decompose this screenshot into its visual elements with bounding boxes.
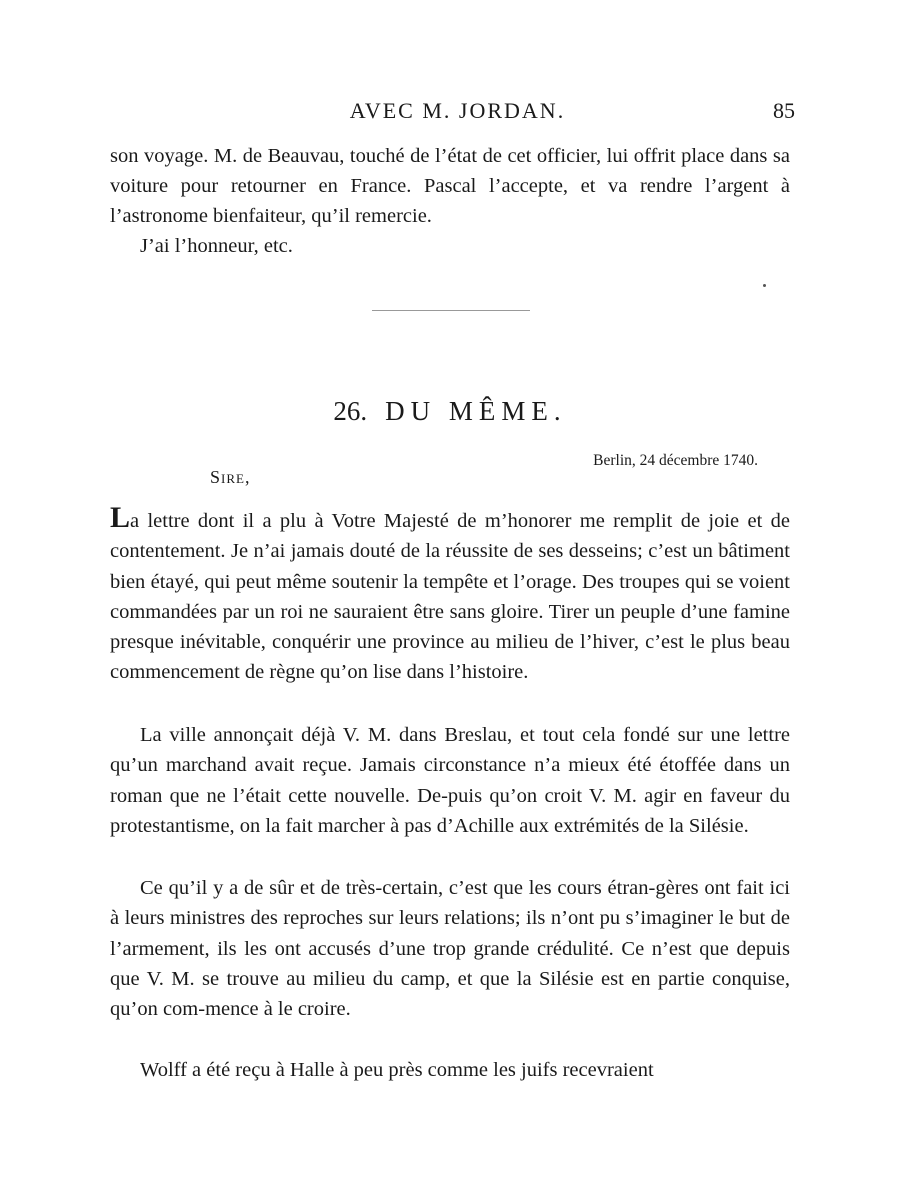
letter-paragraph-3: Ce qu’il y a de sûr et de très-certain, c’est que les cours étran-gères ont fait ici à leurs ministres des reproches sur leurs relations; ils n’ont pu s’imaginer le but de l’armement, ils les ont accusés d’une trop grande crédulité. Ce n’est que depuis que V. M. se trouve au milieu du camp, et que la Silésie est en partie conquise, qu’on com-mence à le croire. [110, 877, 790, 1021]
letter-number: 26. [333, 396, 368, 426]
running-title: AVEC M. JORDAN. [349, 98, 566, 123]
letter-heading [0, 396, 900, 427]
page-number: 85 [773, 98, 795, 123]
section-divider [372, 310, 530, 311]
letter-salutation: Sire, [210, 467, 251, 487]
paragraph-text: a lettre dont il a plu à Votre Majesté de m’honorer me remplit de joie et de contentement. Je n’ai jamais douté de la réussite de ses desseins; c’est un bâtiment bien étayé, qui peut même soutenir la tempête et l’orage. Des troupes qui se voient commandées par un roi ne sauraient être sans gloire. Tirer un peuple d’une famine presque inévitable, conquérir une province au milieu de l’hiver, c’est le plus beau commencement de règne qu’on lise dans l’histoire. [110, 510, 790, 684]
drop-cap: L [110, 501, 131, 534]
letter-paragraph-4: Wolff a été reçu à Halle à peu près comme les juifs recevraient [140, 1059, 654, 1081]
running-head [110, 98, 795, 128]
previous-letter-ending: son voyage. M. de Beauvau, touché de l’état de cet officier, lui offrit place dans sa voiture pour retourner en France. Pascal l’accepte, et va rendre l’argent à l’astronome bienfaiteur, qu’il remercie. [110, 145, 790, 227]
letter-title: DU MÊME. [385, 396, 567, 426]
letter-dateline: Berlin, 24 décembre 1740. [593, 452, 758, 469]
letter-paragraph-2: La ville annonçait déjà V. M. dans Breslau, et tout cela fondé sur une lettre qu’un marchand avait reçue. Jamais circonstance n’a mieux été étoffée dans un roman que ne l’était cette nouvelle. De-puis qu’on croit V. M. agir en faveur du protestantisme, on la fait marcher à pas d’Achille aux extrémités de la Silésie. [110, 724, 790, 837]
letter-paragraph-1 [110, 501, 790, 688]
closing-formula: J’ai l’honneur, etc. [140, 235, 293, 257]
ink-speck [763, 284, 766, 287]
